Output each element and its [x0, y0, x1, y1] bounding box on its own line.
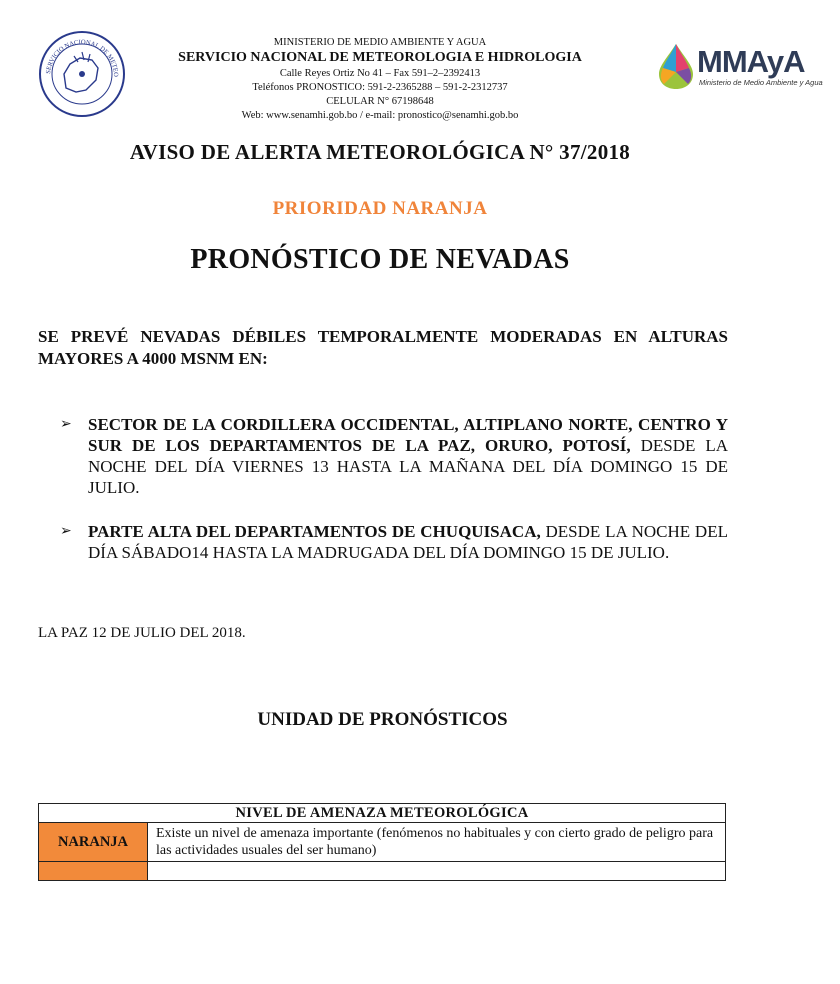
- issuing-unit: UNIDAD DE PRONÓSTICOS: [257, 709, 508, 730]
- seal-text: SERVICIO NACIONAL DE METEO: [45, 38, 120, 78]
- bullet-bold-text: PARTE ALTA DEL DEPARTAMENTOS DE CHUQUISACA,: [88, 522, 541, 541]
- intro-paragraph: SE PREVÉ NEVADAS DÉBILES TEMPORALMENTE MODERADAS EN ALTURAS MAYORES A 4000 MSNM EN:: [38, 327, 728, 368]
- table-row: [39, 823, 726, 862]
- table-header: NIVEL DE AMENAZA METEOROLÓGICA: [39, 804, 726, 823]
- svg-text:SERVICIO NACIONAL DE METEOROLO: [36, 30, 119, 77]
- threat-description-cell: Existe un nivel de amenaza importante (fenómenos no habituales y con cierto grado de peligro para las actividades usuales del ser humano): [148, 823, 726, 862]
- threat-level-cell: NARANJA: [39, 823, 148, 862]
- bullet-rest-text: DESDE LA NOCHE DEL DÍA VIERNES 13 HASTA LA MAÑANA DEL DÍA DOMINGO 15 DE JULIO.: [88, 436, 728, 497]
- bullet-text: [88, 414, 728, 498]
- phones-line: Teléfonos PRONOSTICO: 591-2-2365288 – 591-2-2312737: [252, 82, 508, 93]
- priority-label: PRIORIDAD NARANJA: [272, 198, 488, 219]
- bullet-bold-text: SECTOR DE LA CORDILLERA OCCIDENTAL, ALTIPLANO NORTE, CENTRO Y SUR DE LOS DEPARTAMENTOS DE LA PAZ, ORURO, POTOSÍ,: [88, 415, 728, 455]
- bullet-text: [88, 521, 728, 563]
- mmaya-subtitle: Ministerio de Medio Ambiente y Agua: [699, 78, 823, 87]
- bullet-rest-text: DESDE LA NOCHE DEL DÍA SÁBADO14 HASTA LA MADRUGADA DEL DÍA DOMINGO 15 DE JULIO.: [88, 522, 728, 562]
- mmaya-drop-icon: [655, 42, 697, 90]
- table-row: [39, 862, 726, 881]
- ministry-name: MINISTERIO DE MEDIO AMBIENTE Y AGUA: [273, 37, 487, 48]
- orange-swatch-cell: [39, 862, 148, 881]
- organization-name: SERVICIO NACIONAL DE METEOROLOGIA E HIDROLOGIA: [178, 50, 582, 65]
- empty-cell: [148, 862, 726, 881]
- table-header-row: [39, 804, 726, 823]
- alert-title: AVISO DE ALERTA METEOROLÓGICA N° 37/2018: [129, 140, 631, 164]
- forecast-subtitle: PRONÓSTICO DE NEVADAS: [190, 244, 570, 275]
- arrow-bullet-icon: ➢: [60, 524, 72, 539]
- issue-date: LA PAZ 12 DE JULIO DEL 2018.: [38, 625, 246, 641]
- senamhi-seal-logo: [36, 30, 128, 118]
- mmaya-logo: [655, 42, 825, 94]
- address-line: Calle Reyes Ortiz No 41 – Fax 591–2–2392413: [279, 68, 481, 79]
- threat-level-table: [38, 803, 726, 881]
- cell-line: CELULAR N° 67198648: [326, 96, 434, 107]
- arrow-bullet-icon: ➢: [60, 417, 72, 432]
- mmaya-wordmark: MMAyA: [697, 44, 805, 79]
- web-line: Web: www.senamhi.gob.bo / e-mail: pronostico@senamhi.gob.bo: [241, 110, 519, 121]
